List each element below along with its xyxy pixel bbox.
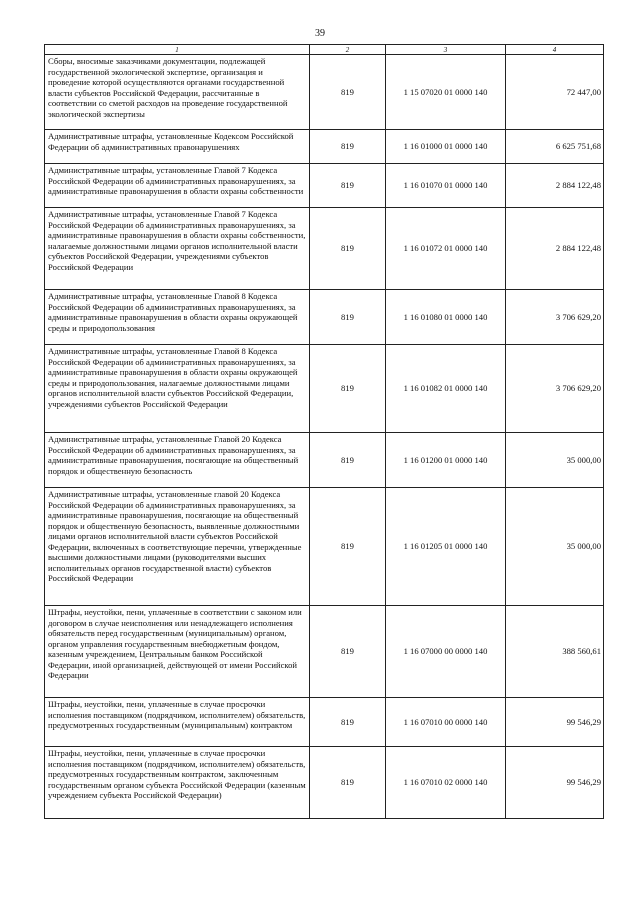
row-budget-code: 1 16 01205 01 0000 140 [386,488,506,606]
table-row [45,130,604,164]
column-number: 4 [506,45,604,55]
row-admin-code: 819 [310,208,386,290]
table-row [45,290,604,345]
row-admin-code: 819 [310,130,386,164]
column-number: 2 [310,45,386,55]
row-budget-code: 1 16 01072 01 0000 140 [386,208,506,290]
table-row [45,345,604,433]
row-budget-code: 1 16 07000 00 0000 140 [386,606,506,698]
row-amount: 2 884 122,48 [506,164,604,208]
row-description: Административные штрафы, установленные Главой 20 Кодекса Российской Федерации об административных правонарушениях, за административные правонарушения, посягающие на общественный порядок и общественную безопасность [45,433,310,488]
row-budget-code: 1 16 07010 00 0000 140 [386,698,506,747]
row-admin-code: 819 [310,606,386,698]
row-admin-code: 819 [310,164,386,208]
row-budget-code: 1 16 07010 02 0000 140 [386,747,506,819]
row-budget-code: 1 15 07020 01 0000 140 [386,55,506,130]
row-amount: 72 447,00 [506,55,604,130]
row-admin-code: 819 [310,290,386,345]
row-budget-code: 1 16 01080 01 0000 140 [386,290,506,345]
table-row [45,747,604,819]
row-admin-code: 819 [310,488,386,606]
row-amount: 35 000,00 [506,488,604,606]
row-amount: 99 546,29 [506,698,604,747]
row-description: Административные штрафы, установленные Главой 8 Кодекса Российской Федерации об административных правонарушениях, за административные правонарушения в области охраны окружающей среды и природопользования, налагаемые должностными лицами органов исполнительной власти субъектов Российской Федерации, учреждениями субъектов Российской Федерации [45,345,310,433]
table-row [45,208,604,290]
page-number: 39 [315,28,325,39]
row-admin-code: 819 [310,747,386,819]
row-budget-code: 1 16 01082 01 0000 140 [386,345,506,433]
revenue-table [44,44,604,819]
row-admin-code: 819 [310,433,386,488]
table-row [45,164,604,208]
row-description: Штрафы, неустойки, пени, уплаченные в случае просрочки исполнения поставщиком (подрядчиком, исполнителем) обязательств, предусмотренных государственным контрактом, заключенным государственным органом субъекта Российской Федерации (казенным учреждением субъекта Российской Федерации) [45,747,310,819]
table-row [45,698,604,747]
row-budget-code: 1 16 01000 01 0000 140 [386,130,506,164]
row-description: Административные штрафы, установленные главой 20 Кодекса Российской Федерации об административных правонарушениях, за административные правонарушения, посягающие на общественный порядок и общественную безопасность, выявленные должностными лицами органов исполнительной власти субъектов Российской Федерации, включенных в соответствующие перечни, утвержденные высшими должностными лицами (руководителями высших исполнительных органов государственной власти) субъектов Российской Федерации [45,488,310,606]
row-description: Штрафы, неустойки, пени, уплаченные в случае просрочки исполнения поставщиком (подрядчиком, исполнителем) обязательств, предусмотренных государственным (муниципальным) контрактом [45,698,310,747]
row-budget-code: 1 16 01070 01 0000 140 [386,164,506,208]
table-row [45,433,604,488]
row-amount: 3 706 629,20 [506,290,604,345]
row-description: Сборы, вносимые заказчиками документации, подлежащей государственной экологической экспертизе, организация и проведение которой осуществляются органами государственной власти субъектов Российской Федерации, рассчитанные в соответствии со сметой расходов на проведение государственной экологической экспертизы [45,55,310,130]
column-number: 3 [386,45,506,55]
table-row [45,488,604,606]
table-row [45,606,604,698]
row-description: Административные штрафы, установленные Кодексом Российской Федерации об административных правонарушениях [45,130,310,164]
row-amount: 2 884 122,48 [506,208,604,290]
row-description: Штрафы, неустойки, пени, уплаченные в соответствии с законом или договором в случае неисполнения или ненадлежащего исполнения обязательств перед государственным (муниципальным) органом, органом управления государственным внебюджетным фондом, казенным учреждением, Центральным банком Российской Федерации, иной организацией, действующей от имени Российской Федерации [45,606,310,698]
row-admin-code: 819 [310,55,386,130]
row-description: Административные штрафы, установленные Главой 7 Кодекса Российской Федерации об административных правонарушениях, за административные правонарушения в области охраны собственности, налагаемые должностными лицами органов исполнительной власти субъектов Российской Федерации, учреждениями субъектов Российской Федерации [45,208,310,290]
row-description: Административные штрафы, установленные Главой 7 Кодекса Российской Федерации об административных правонарушениях, за административные правонарушения в области охраны собственности [45,164,310,208]
row-description: Административные штрафы, установленные Главой 8 Кодекса Российской Федерации об административных правонарушениях, за административные правонарушения в области охраны окружающей среды и природопользования [45,290,310,345]
row-amount: 99 546,29 [506,747,604,819]
row-budget-code: 1 16 01200 01 0000 140 [386,433,506,488]
table-row [45,55,604,130]
column-number: 1 [45,45,310,55]
row-admin-code: 819 [310,698,386,747]
column-number-row [45,45,604,55]
row-amount: 388 560,61 [506,606,604,698]
row-admin-code: 819 [310,345,386,433]
row-amount: 3 706 629,20 [506,345,604,433]
row-amount: 6 625 751,68 [506,130,604,164]
row-amount: 35 000,00 [506,433,604,488]
